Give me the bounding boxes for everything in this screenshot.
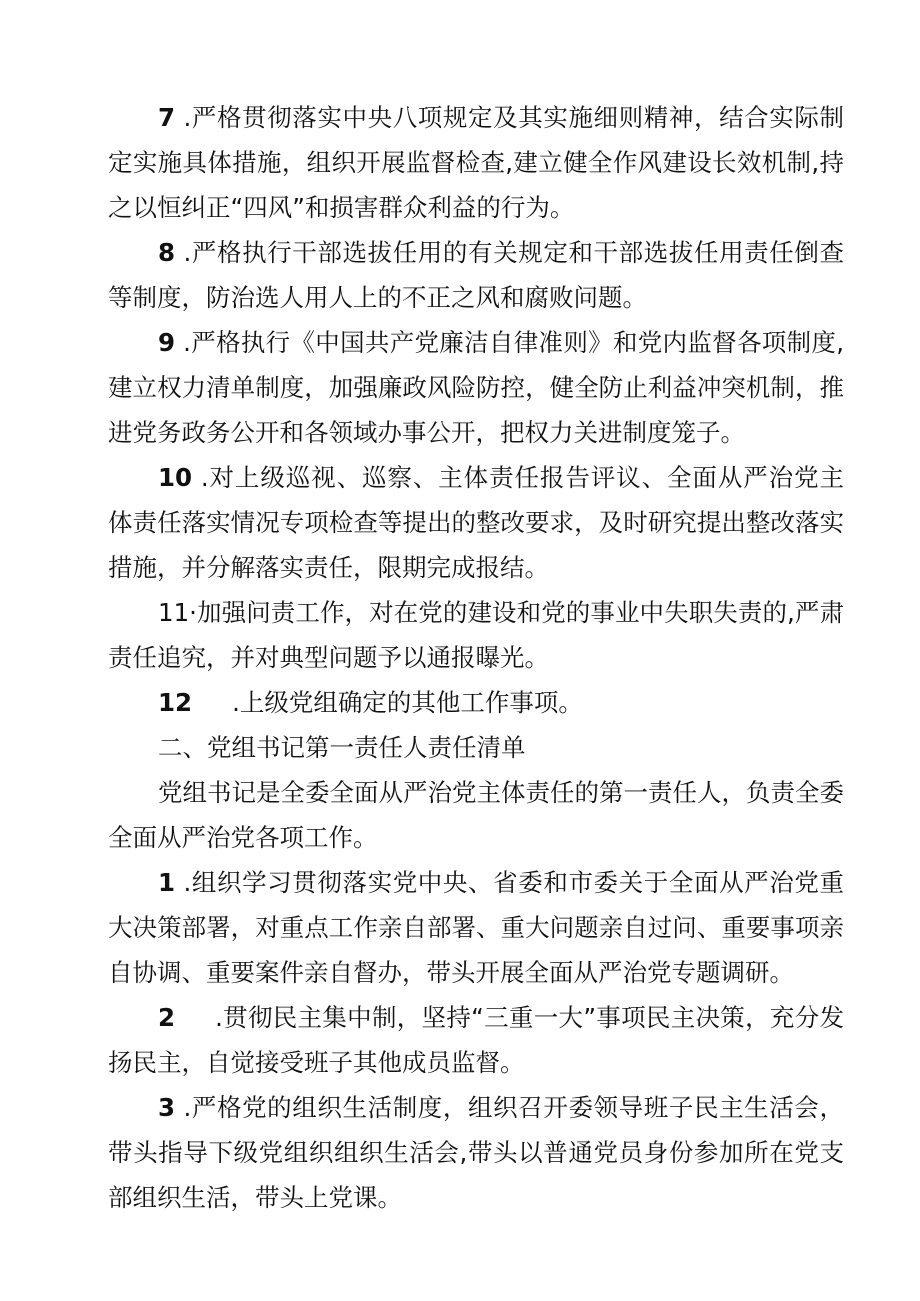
item-number: 9 [158, 328, 176, 357]
paragraph-text: .严格执行干部选拔任用的有关规定和干部选拔任用责任倒查等制度，防治选人用人上的不正之风和腐败问题。 [108, 238, 844, 312]
paragraph-text: 11·加强问责工作，对在党的建设和党的事业中失职失责的,严肃责任追究，并对典型问题予以通报曝光。 [108, 598, 844, 672]
paragraph-item-8 [108, 230, 844, 320]
paragraph-text: 党组书记是全委全面从严治党主体责任的第一责任人，负责全委全面从严治党各项工作。 [108, 778, 844, 852]
paragraph-item-10 [108, 455, 844, 590]
paragraph-item-3 [108, 1085, 844, 1220]
paragraph-item-9 [108, 320, 844, 455]
paragraph-text: .严格贯彻落实中央八项规定及其实施细则精神，结合实际制定实施具体措施，组织开展监督检查,建立健全作风建设长效机制,持之以恒纠正“四风”和损害群众利益的行为。 [108, 103, 844, 222]
item-number: 3 [158, 1093, 176, 1122]
paragraph-item-12 [108, 680, 844, 725]
section-heading [108, 725, 844, 770]
item-number: 12 [158, 688, 193, 717]
paragraph-item-1 [108, 860, 844, 995]
item-number: 2 [158, 1003, 176, 1032]
item-number: 1 [158, 868, 176, 897]
item-number: 7 [158, 103, 176, 132]
document-body [108, 95, 844, 1220]
paragraph-text: .对上级巡视、巡察、主体责任报告评议、全面从严治党主体责任落实情况专项检查等提出的整改要求，及时研究提出整改落实措施，并分解落实责任，限期完成报结。 [108, 463, 844, 582]
paragraph-item-11 [108, 590, 844, 680]
paragraph-text: .上级党组确定的其他工作事项。 [232, 688, 583, 717]
item-number: 8 [158, 238, 176, 267]
section-intro [108, 770, 844, 860]
item-number: 10 [158, 463, 193, 492]
section-heading-text: 二、党组书记第一责任人责任清单 [158, 733, 526, 762]
paragraph-item-2 [108, 995, 844, 1085]
paragraph-text: .组织学习贯彻落实党中央、省委和市委关于全面从严治党重大决策部署，对重点工作亲自部署、重大问题亲自过问、重要事项亲自协调、重要案件亲自督办，带头开展全面从严治党专题调研。 [108, 868, 844, 987]
paragraph-text: .贯彻民主集中制，坚持“三重一大”事项民主决策，充分发扬民主，自觉接受班子其他成员监督。 [108, 1003, 844, 1077]
paragraph-text: .严格执行《中国共产党廉洁自律准则》和党内监督各项制度,建立权力清单制度，加强廉政风险防控，健全防止利益冲突机制，推进党务政务公开和各领域办事公开，把权力关进制度笼子。 [108, 328, 844, 447]
paragraph-text: .严格党的组织生活制度，组织召开委领导班子民主生活会，带头指导下级党组织组织生活会,带头以普通党员身份参加所在党支部组织生活，带头上党课。 [108, 1093, 844, 1212]
paragraph-item-7 [108, 95, 844, 230]
